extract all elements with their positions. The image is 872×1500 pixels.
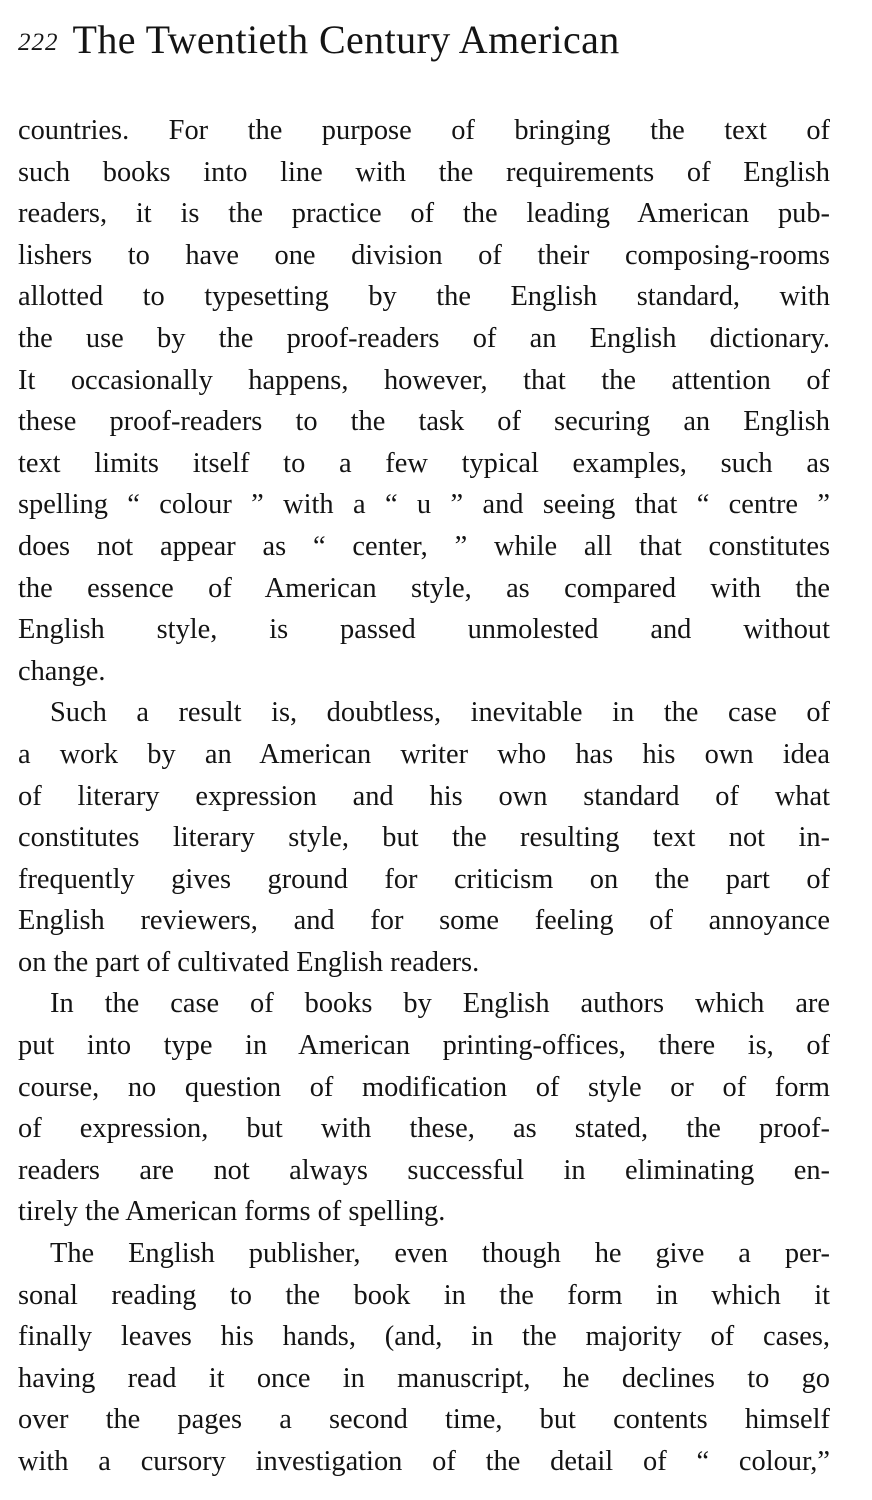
body-text xyxy=(18,110,830,1483)
page-number: 222 xyxy=(18,29,59,56)
paragraph xyxy=(18,692,830,983)
text-line: of literary expression and his own standard of what xyxy=(18,780,830,812)
text-line: countries. For the purpose of bringing the text of xyxy=(18,115,830,146)
text-line: with a cursory investigation of the detail of “ colour,” xyxy=(18,1446,830,1477)
text-line: these proof-readers to the task of securing an English xyxy=(18,406,830,438)
paragraph xyxy=(18,983,830,1233)
text-line: change. xyxy=(18,655,106,687)
text-line: It occasionally happens, however, that the attention of xyxy=(18,364,830,396)
text-line: allotted to typesetting by the English standard, with xyxy=(18,281,830,313)
text-line: a work by an American writer who has his own idea xyxy=(18,738,830,770)
text-line: having read it once in manuscript, he declines to go xyxy=(18,1362,830,1394)
text-line: frequently gives ground for criticism on the part of xyxy=(18,863,830,895)
text-line: readers, it is the practice of the leading American pub- xyxy=(18,198,830,230)
running-head xyxy=(18,16,830,78)
text-line: sonal reading to the book in the form in which it xyxy=(18,1279,830,1311)
text-line: spelling “ colour ” with a “ u ” and seeing that “ centre ” xyxy=(18,489,830,521)
text-line: does not appear as “ center, ” while all that constitutes xyxy=(18,530,830,562)
text-line: such books into line with the requirements of English xyxy=(18,156,830,188)
text-line: English style, is passed unmolested and without xyxy=(18,614,830,646)
text-line: over the pages a second time, but contents himself xyxy=(18,1404,830,1436)
book-page xyxy=(18,16,830,1483)
text-line: of expression, but with these, as stated, the proof- xyxy=(18,1113,830,1145)
paragraph xyxy=(18,110,830,692)
text-line: finally leaves his hands, (and, in the majority of cases, xyxy=(18,1321,830,1353)
text-line: tirely the American forms of spelling. xyxy=(18,1196,446,1228)
text-line: Such a result is, doubtless, inevitable in the case of xyxy=(50,697,830,729)
text-line: on the part of cultivated English readers. xyxy=(18,946,480,978)
text-line: the use by the proof-readers of an English dictionary. xyxy=(18,322,830,354)
running-title: The Twentieth Century American xyxy=(72,17,620,62)
text-line: course, no question of modification of style or of form xyxy=(18,1071,830,1103)
text-line: lishers to have one division of their composing-rooms xyxy=(18,239,830,271)
text-line: constitutes literary style, but the resulting text not in- xyxy=(18,822,830,854)
text-line: text limits itself to a few typical examples, such as xyxy=(18,447,830,479)
text-line: the essence of American style, as compared with the xyxy=(18,572,830,604)
text-line: In the case of books by English authors which are xyxy=(50,988,830,1020)
text-line: The English publisher, even though he give a per- xyxy=(50,1238,830,1270)
paragraph xyxy=(18,1233,830,1483)
text-line: English reviewers, and for some feeling of annoyance xyxy=(18,905,830,937)
text-line: put into type in American printing-offices, there is, of xyxy=(18,1030,830,1062)
text-line: readers are not always successful in eliminating en- xyxy=(18,1154,830,1186)
